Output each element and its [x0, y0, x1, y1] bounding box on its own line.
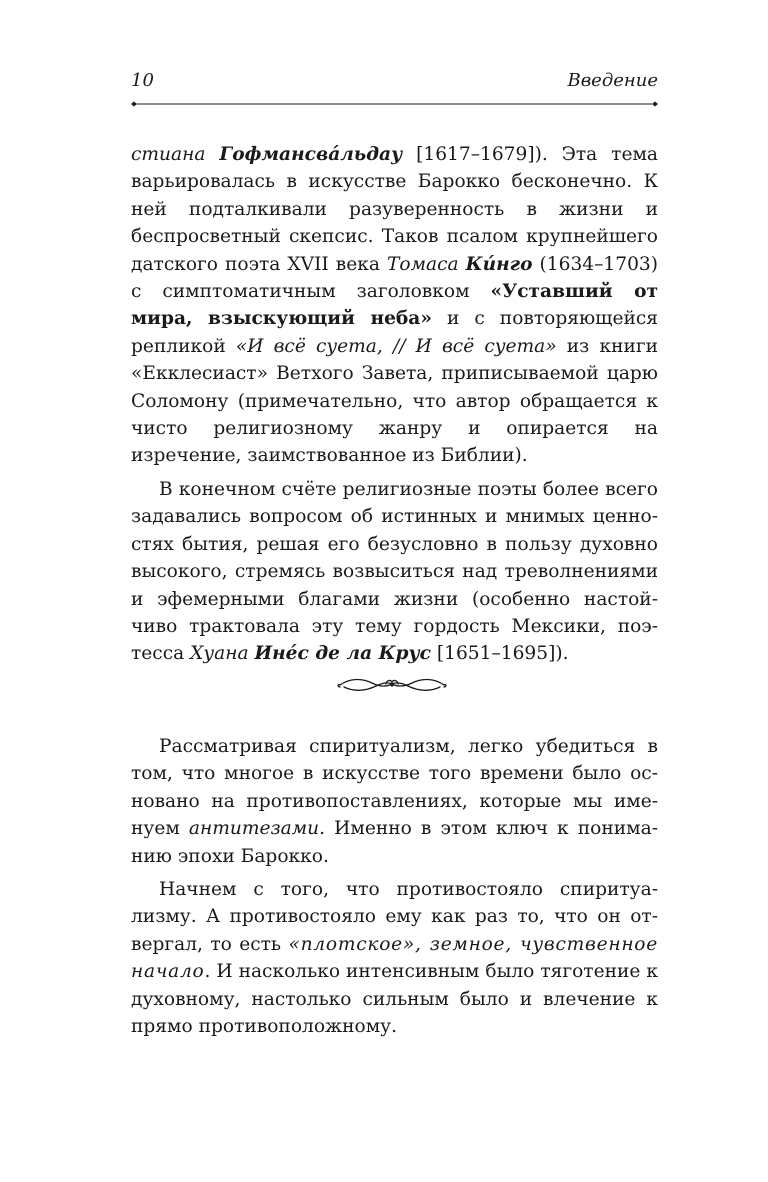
text-span: Гофмансвáльдау — [219, 144, 403, 165]
page-number: 10 — [131, 70, 154, 91]
text-span: стиана — [131, 144, 206, 165]
text-span: и с повторяющейся репликой — [131, 308, 658, 357]
text-span: (1634–1703) с симптоматичным заголовком — [131, 253, 658, 303]
paragraph-3 — [131, 733, 658, 870]
paragraph-1 — [131, 141, 658, 470]
paragraph-4 — [131, 876, 658, 1040]
text-span: . И насколько интенсивным было тяготение к духовному, настолько сильным было и влечение к прямо противоположному. — [131, 961, 658, 1038]
text-span: [1651–1695]). — [430, 643, 569, 665]
text-span: антитезами — [188, 818, 320, 840]
text-block-top — [131, 141, 658, 668]
text-block-bottom — [131, 733, 658, 1040]
paragraph-2 — [131, 476, 658, 668]
text-span: . Именно в этом ключ к пониманию эпохи Барокко. — [131, 818, 658, 867]
text-span: Начнем с того, что противостояло спиритуализму. А противостояло ему как раз то, что он отвергал, то есть — [131, 879, 658, 955]
running-head — [131, 70, 658, 96]
text-span: В конечном счёте религиозные поэты более всего задавались вопросом об истинных и мнимых ценностях бытия, решая его безусловно в пользу духовно высокого, стремясь возвыситься над треволнениями и эфемерными благами жизни (особенно настойчиво трактовала эту тему гордость Мексики, поэтесса — [131, 478, 658, 665]
header-rule-icon — [131, 101, 658, 107]
text-span: Инéс де ла Крус — [254, 643, 431, 665]
text-span: «Уставший от мира, взыскующий неба» — [131, 281, 658, 330]
text-span: «И всё суета, // И всё суета» — [235, 335, 557, 357]
text-span: [1617–1679]). Эта тема варьировалась в искусстве Барокко бесконечно. К ней подталкивали разуверенность в жизни и беспросветный скепсис. Таков псалом крупнейшего датского поэта XVII века — [131, 144, 658, 275]
flourish-divider-icon — [336, 672, 448, 696]
text-span: Рассматривая спиритуализм, легко убедиться в том, что многое в искусстве того времени было основано на противопоставлениях, которые мы именуем — [131, 736, 658, 840]
text-span: Хуана — [190, 643, 249, 665]
text-span: из книги «Екклесиаст» Ветхого Завета, приписываемой царю Соломону (примечательно, что автор обращается к чисто религиозному жанру и опирается на изречение, заимствованное из Библии). — [131, 335, 658, 467]
text-span: Кúнго — [465, 253, 533, 275]
section-title: Введение — [567, 70, 658, 91]
text-span: «плотское», земное, чувственное начало — [131, 933, 658, 983]
text-span: Томаса — [387, 253, 459, 275]
